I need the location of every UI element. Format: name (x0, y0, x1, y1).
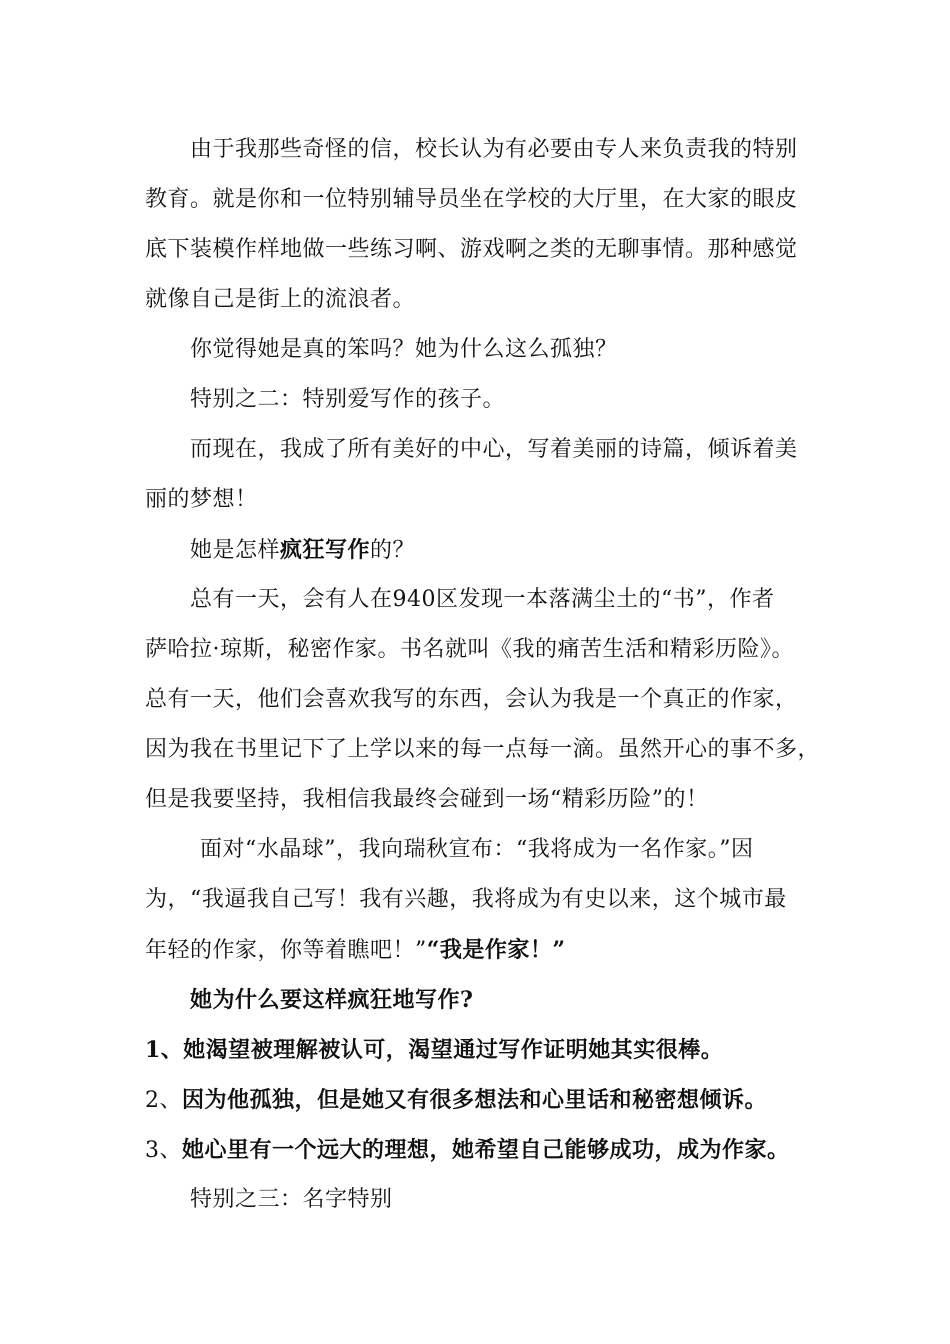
answer-1: 1、她渴望被理解被认可，渴望通过写作证明她其实很棒。 (145, 1037, 724, 1063)
question-2 (190, 535, 870, 566)
answer-2 (145, 1085, 825, 1116)
paragraph-2-line-1: 而现在，我成了所有美好的中心，写着美丽的诗篇，倾诉着美 (190, 437, 798, 462)
paragraph-3-line-4: 因为我在书里记下了上学以来的每一点每一滴。虽然开心的事不多， (145, 737, 821, 762)
paragraph-1-line-1: 由于我那些奇怪的信，校长认为有必要由专人来负责我的特别 (190, 137, 798, 162)
special-two-heading: 特别之二：特别爱写作的孩子。 (190, 387, 506, 412)
paragraph-2-line-2: 丽的梦想！ (145, 487, 258, 512)
paragraph-4-line-3-plain: 年轻的作家，你等着瞧吧！” (145, 938, 427, 963)
question-3: 她为什么要这样疯狂地写作? (190, 987, 474, 1013)
paragraph-4-line-2: 为，“我逼我自己写！我有兴趣，我将成为有史以来，这个城市最 (145, 887, 787, 912)
paragraph-1-line-4: 就像自己是街上的流浪者。 (145, 287, 416, 312)
paragraph-1-line-2: 教育。就是你和一位特别辅导员坐在学校的大厅里，在大家的眼皮 (145, 187, 798, 212)
paragraph-4-line-1: 面对“水晶球”，我向瑞秋宣布：“我将成为一名作家。”因 (200, 837, 754, 862)
paragraph-3-line-1: 总有一天，会有人在940区发现一本落满尘土的“书”，作者 (190, 587, 775, 612)
paragraph-4-line-3-bold: “我是作家！” (426, 937, 566, 963)
question-1: 你觉得她是真的笨吗？她为什么这么孤独？ (190, 337, 618, 362)
paragraph-4-line-3 (145, 935, 825, 966)
answer-3-text: 她心里有一个远大的理想，她希望自己能够成功，成为作家。 (182, 1137, 790, 1163)
question-2-bold: 疯狂写作 (280, 537, 371, 563)
question-2-post: 的？ (370, 538, 416, 563)
paragraph-1-line-3: 底下装模作样地做一些练习啊、游戏啊之类的无聊事情。那种感觉 (145, 237, 798, 262)
paragraph-3-line-2: 萨哈拉·琼斯，秘密作家。书名就叫《我的痛苦生活和精彩历险》。 (145, 637, 794, 662)
question-2-pre: 她是怎样 (190, 538, 281, 563)
answer-3 (145, 1135, 825, 1166)
paragraph-3-line-5: 但是我要坚持，我相信我最终会碰到一场“精彩历险”的！ (145, 787, 709, 812)
answer-2-text: 因为他孤独，但是她又有很多想法和心里话和秘密想倾诉。 (182, 1087, 768, 1113)
paragraph-3-line-3: 总有一天，他们会喜欢我写的东西，会认为我是一个真正的作家， (145, 687, 798, 712)
special-three-heading: 特别之三：名字特别 (190, 1187, 393, 1212)
answer-3-number: 3、 (145, 1138, 182, 1163)
answer-2-number: 2、 (145, 1088, 182, 1113)
